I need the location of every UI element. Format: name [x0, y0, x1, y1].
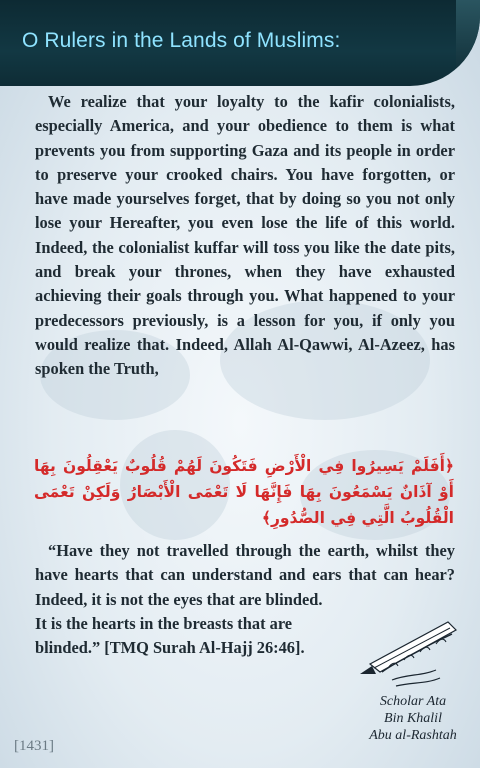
signature-line: Bin Khalil [384, 711, 442, 726]
page-number: [1431] [14, 738, 54, 754]
header-banner [0, 0, 480, 86]
paragraph-text: We realize that your loyalty to the kafir colonialists, especially America, and your obedience to them is what prevents you from supporting Gaza and its people in order to preserve your crooked chairs. You have forgotten, or have made yourselves forget, that by doing so you not only lose your Hereafter, you even lose the life of this world. Indeed, the colonialist kuffar will toss you like the date pits, and break your thrones, when they have exhausted achieving their goals through you. What happened to your predecessors previously, is a lesson for you, if only you would realize that. Indeed, Allah Al-Qawwi, Al-Azeez, has spoken the Truth, [35, 92, 455, 379]
translation-line: “Have they not travelled through the earth, whilst they have hearts that can understand and ears that can hear? Indeed, it is not the eyes that are blinded. [35, 541, 455, 609]
main-paragraph [35, 90, 455, 382]
page-title: O Rulers in the Lands of Muslims: [22, 29, 341, 52]
translation-line: blinded.” [TMQ Surah Al-Hajj 26:46]. [35, 638, 305, 658]
signature-line: Abu al-Rashtah [369, 728, 457, 743]
arabic-verse: ﴿أَفَلَمْ يَسِيرُوا فِي الْأَرْضِ فَتَكُونَ لَهُمْ قُلُوبٌ يَعْقِلُونَ بِهَا أَوْ آذَانٌ يَسْمَعُونَ بِهَا فَإِنَّهَا لَا تَعْمَى الْأَبْصَارُ وَلَكِنْ تَعْمَى الْقُلُوبُ الَّتِي فِي الصُّدُورِ﴾ [34, 457, 454, 527]
signature-name [352, 693, 474, 744]
translation-line: It is the hearts in the breasts that are [35, 613, 293, 633]
signature-line: Scholar Ata [379, 694, 447, 709]
header-accent [456, 0, 480, 86]
